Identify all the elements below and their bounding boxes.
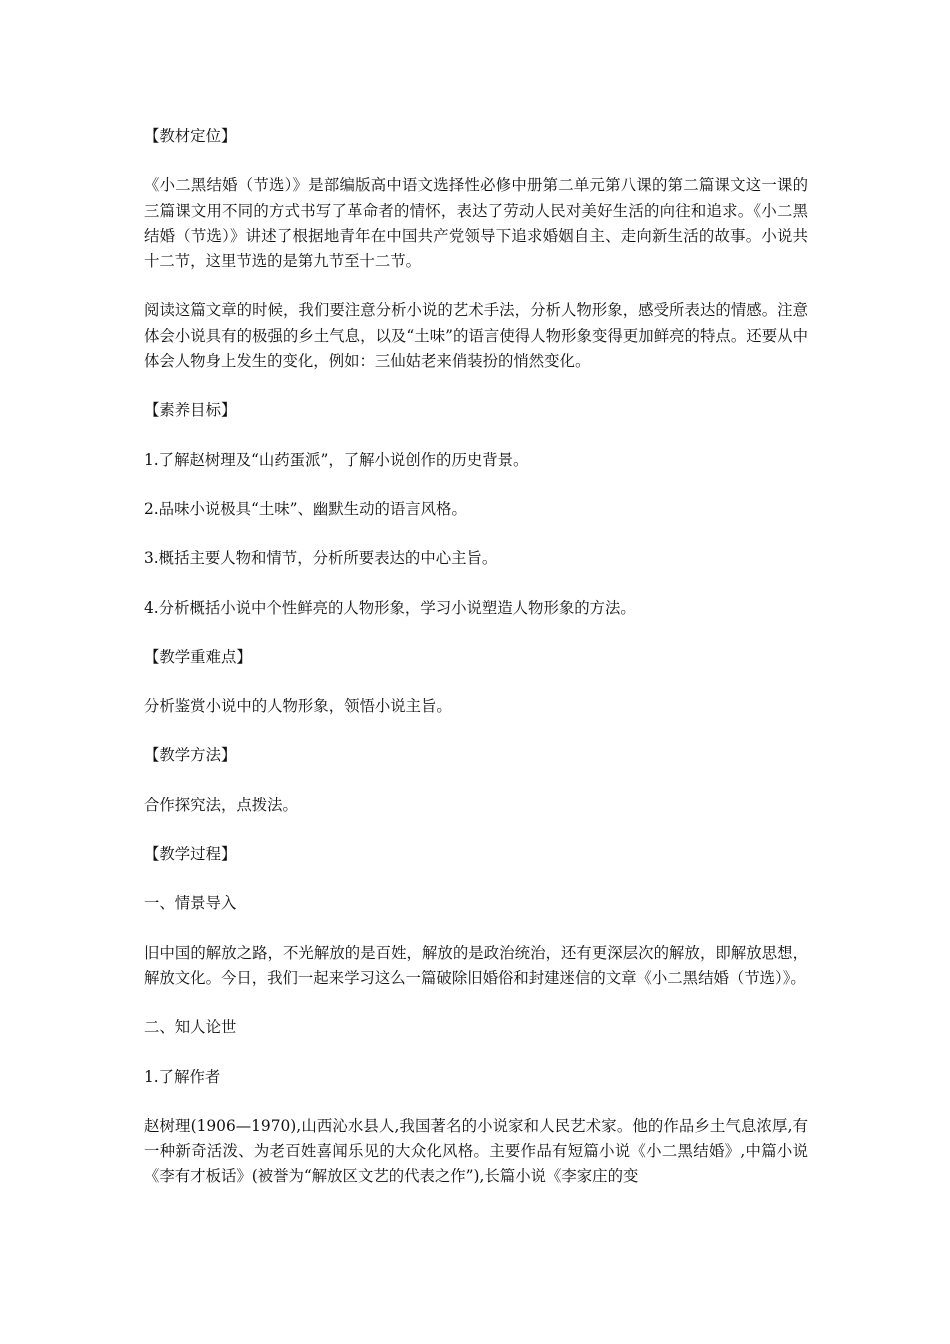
paragraph-intro: 《小二黑结婚（节选）》是部编版高中语文选择性必修中册第二单元第八课的第二篇课文这一课的三篇课文用不同的方式书写了革命者的情怀，表达了劳动人民对美好生活的向往和追求。《小二黑结婚（节选）》讲述了根据地青年在中国共产党领导下追求婚姻自主、走向新生活的故事。小说共十二节，这里节选的是第九节至十二节。 [144, 176, 808, 271]
section-heading-teaching-method: 【教学方法】 [144, 746, 237, 765]
document-body [144, 124, 808, 1190]
paragraph-author-bio: 赵树理(1906—1970),山西沁水县人,我国著名的小说家和人民艺术家。他的作品乡土气息浓厚,有一种新奇活泼、为老百姓喜闻乐见的大众化风格。主要作品有短篇小说《小二黑结婚》,中篇小说《李有才板话》(被誉为“解放区文艺的代表之作”),长篇小说《李家庄的变 [144, 1116, 808, 1186]
section-heading-teaching-process: 【教学过程】 [144, 845, 237, 864]
goal-item-2: 2.品味小说极具“土味”、幽默生动的语言风格。 [144, 499, 467, 518]
section-heading-key-points: 【教学重难点】 [144, 647, 252, 666]
subheading-about-author: 1.了解作者 [144, 1067, 221, 1086]
paragraph-scene-intro: 旧中国的解放之路，不光解放的是百姓，解放的是政治统治，还有更深层次的解放，即解放思想，解放文化。今日，我们一起来学习这么一篇破除旧婚俗和封建迷信的文章《小二黑结婚（节选）》。 [144, 943, 808, 987]
subheading-scene-intro: 一、情景导入 [144, 894, 237, 913]
paragraph-reading-guidance: 阅读这篇文章的时候，我们要注意分析小说的艺术手法，分析人物形象，感受所表达的情感。注意体会小说具有的极强的乡土气息，以及“土味”的语言使得人物形象变得更加鲜亮的特点。还要从中体会人物身上发生的变化，例如：三仙姑老来俏装扮的悄然变化。 [144, 301, 808, 371]
paragraph-teaching-method: 合作探究法，点拨法。 [144, 795, 298, 814]
paragraph-key-points: 分析鉴赏小说中的人物形象，领悟小说主旨。 [144, 697, 452, 716]
section-heading-textbook-position: 【教材定位】 [144, 127, 237, 145]
goal-item-4: 4.分析概括小说中个性鲜亮的人物形象，学习小说塑造人物形象的方法。 [144, 598, 636, 617]
goal-item-1: 1.了解赵树理及“山药蛋派”，了解小说创作的历史背景。 [144, 450, 529, 469]
section-heading-literacy-goals: 【素养目标】 [144, 401, 237, 420]
subheading-know-author: 二、知人论世 [144, 1018, 237, 1037]
goal-item-3: 3.概括主要人物和情节，分析所要表达的中心主旨。 [144, 549, 498, 568]
